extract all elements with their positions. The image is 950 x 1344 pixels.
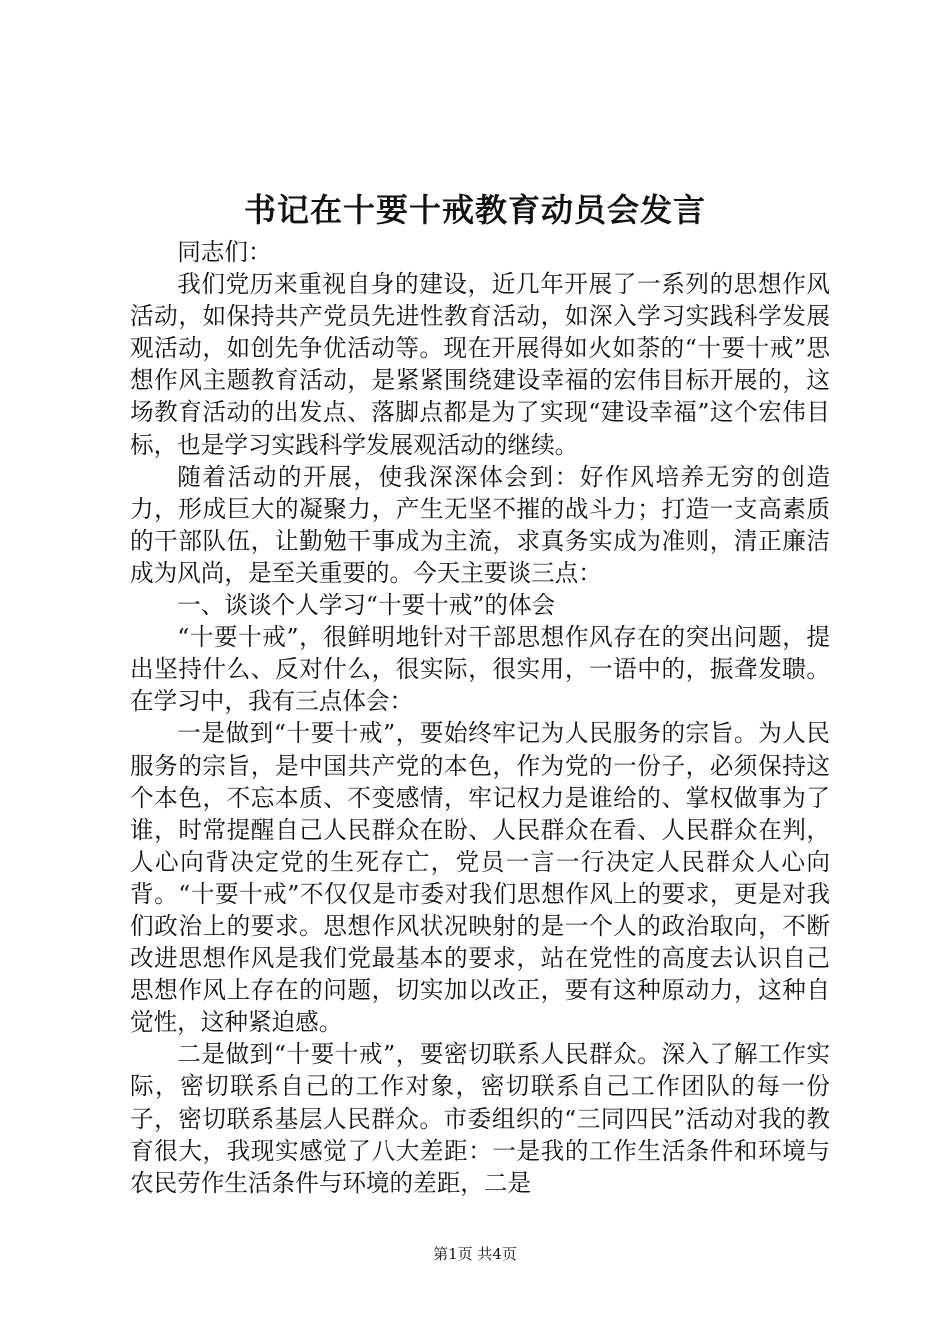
intro-paragraph: 我们党历来重视自身的建设，近几年开展了一系列的思想作风活动，如保持共产党员先进性教育活动，如深入学习实践科学发展观活动，如创先争优活动等。现在开展得如火如荼的“十要十戒”思想作风主题教育活动，是紧紧围绕建设幸福的宏伟目标开展的，这场教育活动的出发点、落脚点都是为了实现“建设幸福”这个宏伟目标，也是学习实践科学发展观活动的继续。 [130, 270, 830, 459]
section-1-intro-paragraph: “十要十戒”，很鲜明地针对干部思想作风存在的突出问题，提出坚持什么、反对什么，很实际，很实用，一语中的，振聋发聩。在学习中，我有三点体会： [130, 623, 830, 716]
salutation-paragraph: 同志们： [177, 238, 272, 266]
document-body [130, 236, 830, 1199]
section-heading-1: 一、谈谈个人学习“十要十戒”的体会 [177, 591, 556, 620]
document-title: 书记在十要十戒教育动员会发言 [243, 191, 706, 229]
experience-paragraph: 随着活动的开展，使我深深体会到：好作风培养无穷的创造力，形成巨大的凝聚力，产生无坚不摧的战斗力；打造一支高素质的干部队伍，让勤勉干事成为主流，求真务实成为准则，清正廉洁成为风尚，是至关重要的。今天主要谈三点： [130, 462, 830, 587]
point-1-paragraph: 一是做到“十要十戒”，要始终牢记为人民服务的宗旨。为人民服务的宗旨，是中国共产党的本色，作为党的一份子，必须保持这个本色，不忘本质、不变感情，牢记权力是谁给的、掌权做事为了谁，时常提醒自己人民群众在盼、人民群众在看、人民群众在判，人心向背决定党的生死存亡，党员一言一行决定人民群众人心向背。“十要十戒”不仅仅是市委对我们思想作风上的要求，更是对我们政治上的要求。思想作风状况映射的是一个人的政治取向，不断改进思想作风是我们党最基本的要求，站在党性的高度去认识自己思想作风上存在的问题，切实加以改正，要有这种原动力，这种自觉性，这种紧迫感。 [130, 719, 830, 1037]
page-number-footer: 第1页 共4页 [433, 1245, 517, 1263]
point-2-paragraph: 二是做到“十要十戒”，要密切联系人民群众。深入了解工作实际，密切联系自己的工作对象，密切联系自己工作团队的每一份子，密切联系基层人民群众。市委组织的“三同四民”活动对我的教育很大，我现实感觉了八大差距：一是我的工作生活条件和环境与农民劳作生活条件与环境的差距，二是 [130, 1040, 830, 1197]
